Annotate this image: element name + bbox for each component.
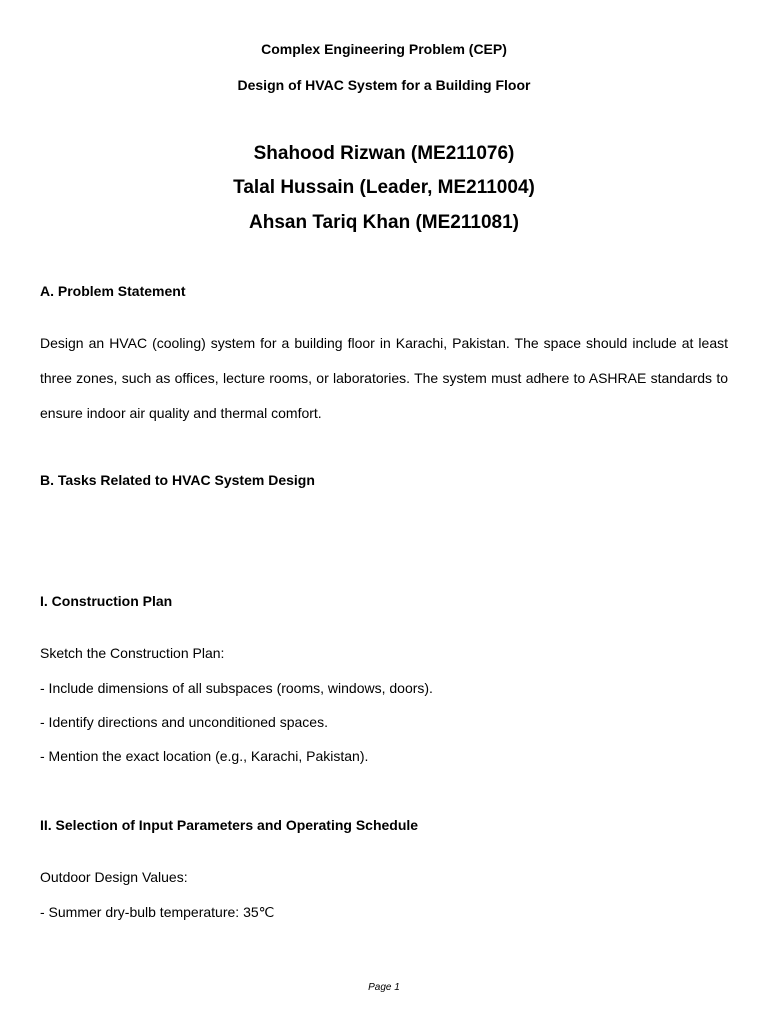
section-a-heading: A. Problem Statement [40,283,186,299]
section-i-heading: I. Construction Plan [40,593,173,609]
section-ii-heading: II. Selection of Input Parameters and Operating Schedule [40,817,419,833]
list-item: - Summer dry-bulb temperature: 35℃ [40,904,275,920]
list-item: - Include dimensions of all subspaces (rooms, windows, doors). [40,680,433,696]
outdoor-design-intro: Outdoor Design Values: [40,869,188,885]
list-item: - Mention the exact location (e.g., Karachi, Pakistan). [40,748,369,764]
page-number: Page 1 [368,982,400,993]
author-2: Talal Hussain (Leader, ME211004) [233,177,535,198]
construction-plan-intro: Sketch the Construction Plan: [40,645,225,661]
problem-statement-paragraph: Design an HVAC (cooling) system for a building floor in Karachi, Pakistan. The space should include at least three zones, such as offices, lecture rooms, or laboratories. The system must adhere to ASHRAE standards to ensure indoor air quality and thermal comfort. [40,335,728,421]
section-b-heading: B. Tasks Related to HVAC System Design [40,472,315,488]
document-title: Complex Engineering Problem (CEP) [261,41,507,57]
document-subtitle: Design of HVAC System for a Building Floor [237,77,531,93]
author-1: Shahood Rizwan (ME211076) [253,143,515,164]
author-3: Ahsan Tariq Khan (ME211081) [249,212,519,233]
list-item: - Identify directions and unconditioned spaces. [40,714,328,730]
